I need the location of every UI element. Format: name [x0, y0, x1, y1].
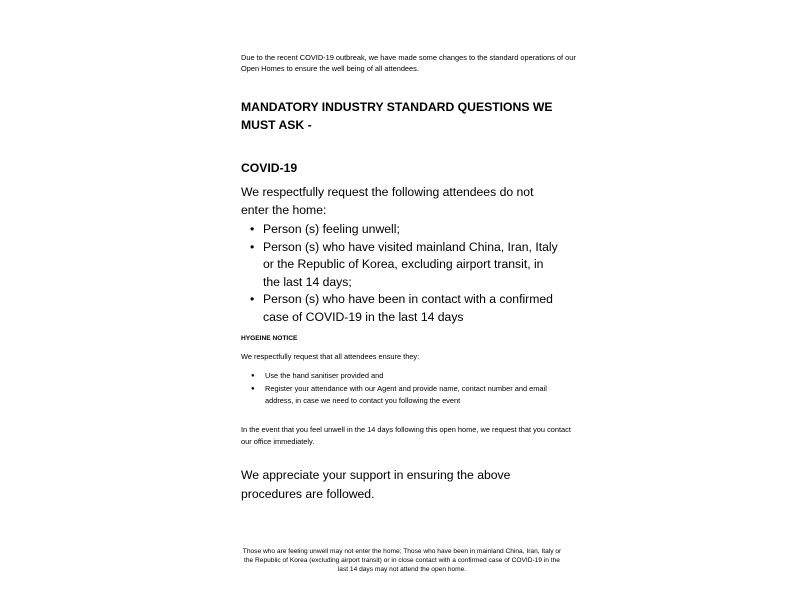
list-item-text: Register your attendance with our Agent and provide name, contact number and email address, in case we need to contact you following the event	[265, 383, 547, 405]
bullet-icon: ●	[251, 385, 255, 392]
footer-note: Those who are feeling unwell may not enter the home; Those who have been in mainland China, Iran, Italy or the Republic of Korea (excluding airport transit) or in close contact with a confirmed case of COVID-19 in the last 14 days may not attend the open home.	[242, 548, 562, 573]
bullet-icon: ●	[251, 373, 255, 379]
covid-heading: COVID-19	[241, 161, 298, 175]
covid-restriction-list	[241, 221, 561, 326]
hygiene-notice-heading: HYGEINE NOTICE	[241, 335, 298, 342]
list-item-text: Use the hand sanitiser provided and	[265, 371, 384, 380]
list-item	[241, 291, 561, 326]
list-item	[241, 370, 561, 383]
unwell-contact-paragraph: In the event that you feel unwell in the 14 days following this open home, we request that you contact our office immediately.	[241, 425, 571, 446]
list-item	[241, 221, 561, 239]
covid-intro-paragraph: We respectfully request the following attendees do not enter the home:	[241, 185, 534, 217]
list-item-text: Person (s) who have been in contact with a confirmed case of COVID-19 in the last 14 days	[263, 292, 553, 324]
hygiene-list	[241, 370, 561, 408]
list-item-text: Person (s) who have visited mainland China, Iran, Italy or the Republic of Korea, excluding airport transit, in the last 14 days;	[263, 239, 558, 289]
list-item-text: Person (s) feeling unwell;	[263, 222, 400, 236]
list-item	[241, 239, 561, 292]
hygiene-intro-paragraph: We respectfully request that all attendees ensure they:	[241, 352, 420, 361]
bullet-icon: •	[250, 222, 255, 236]
appreciation-paragraph: We appreciate your support in ensuring the above procedures are followed.	[241, 468, 511, 501]
intro-paragraph: Due to the recent COVID-19 outbreak, we have made some changes to the standard operations of our Open Homes to ensure the well being of all attendees.	[241, 53, 576, 73]
mandatory-questions-heading: MANDATORY INDUSTRY STANDARD QUESTIONS WE MUST ASK -	[241, 100, 553, 132]
bullet-icon: •	[250, 292, 255, 306]
bullet-icon: •	[250, 239, 255, 254]
list-item	[241, 383, 561, 408]
